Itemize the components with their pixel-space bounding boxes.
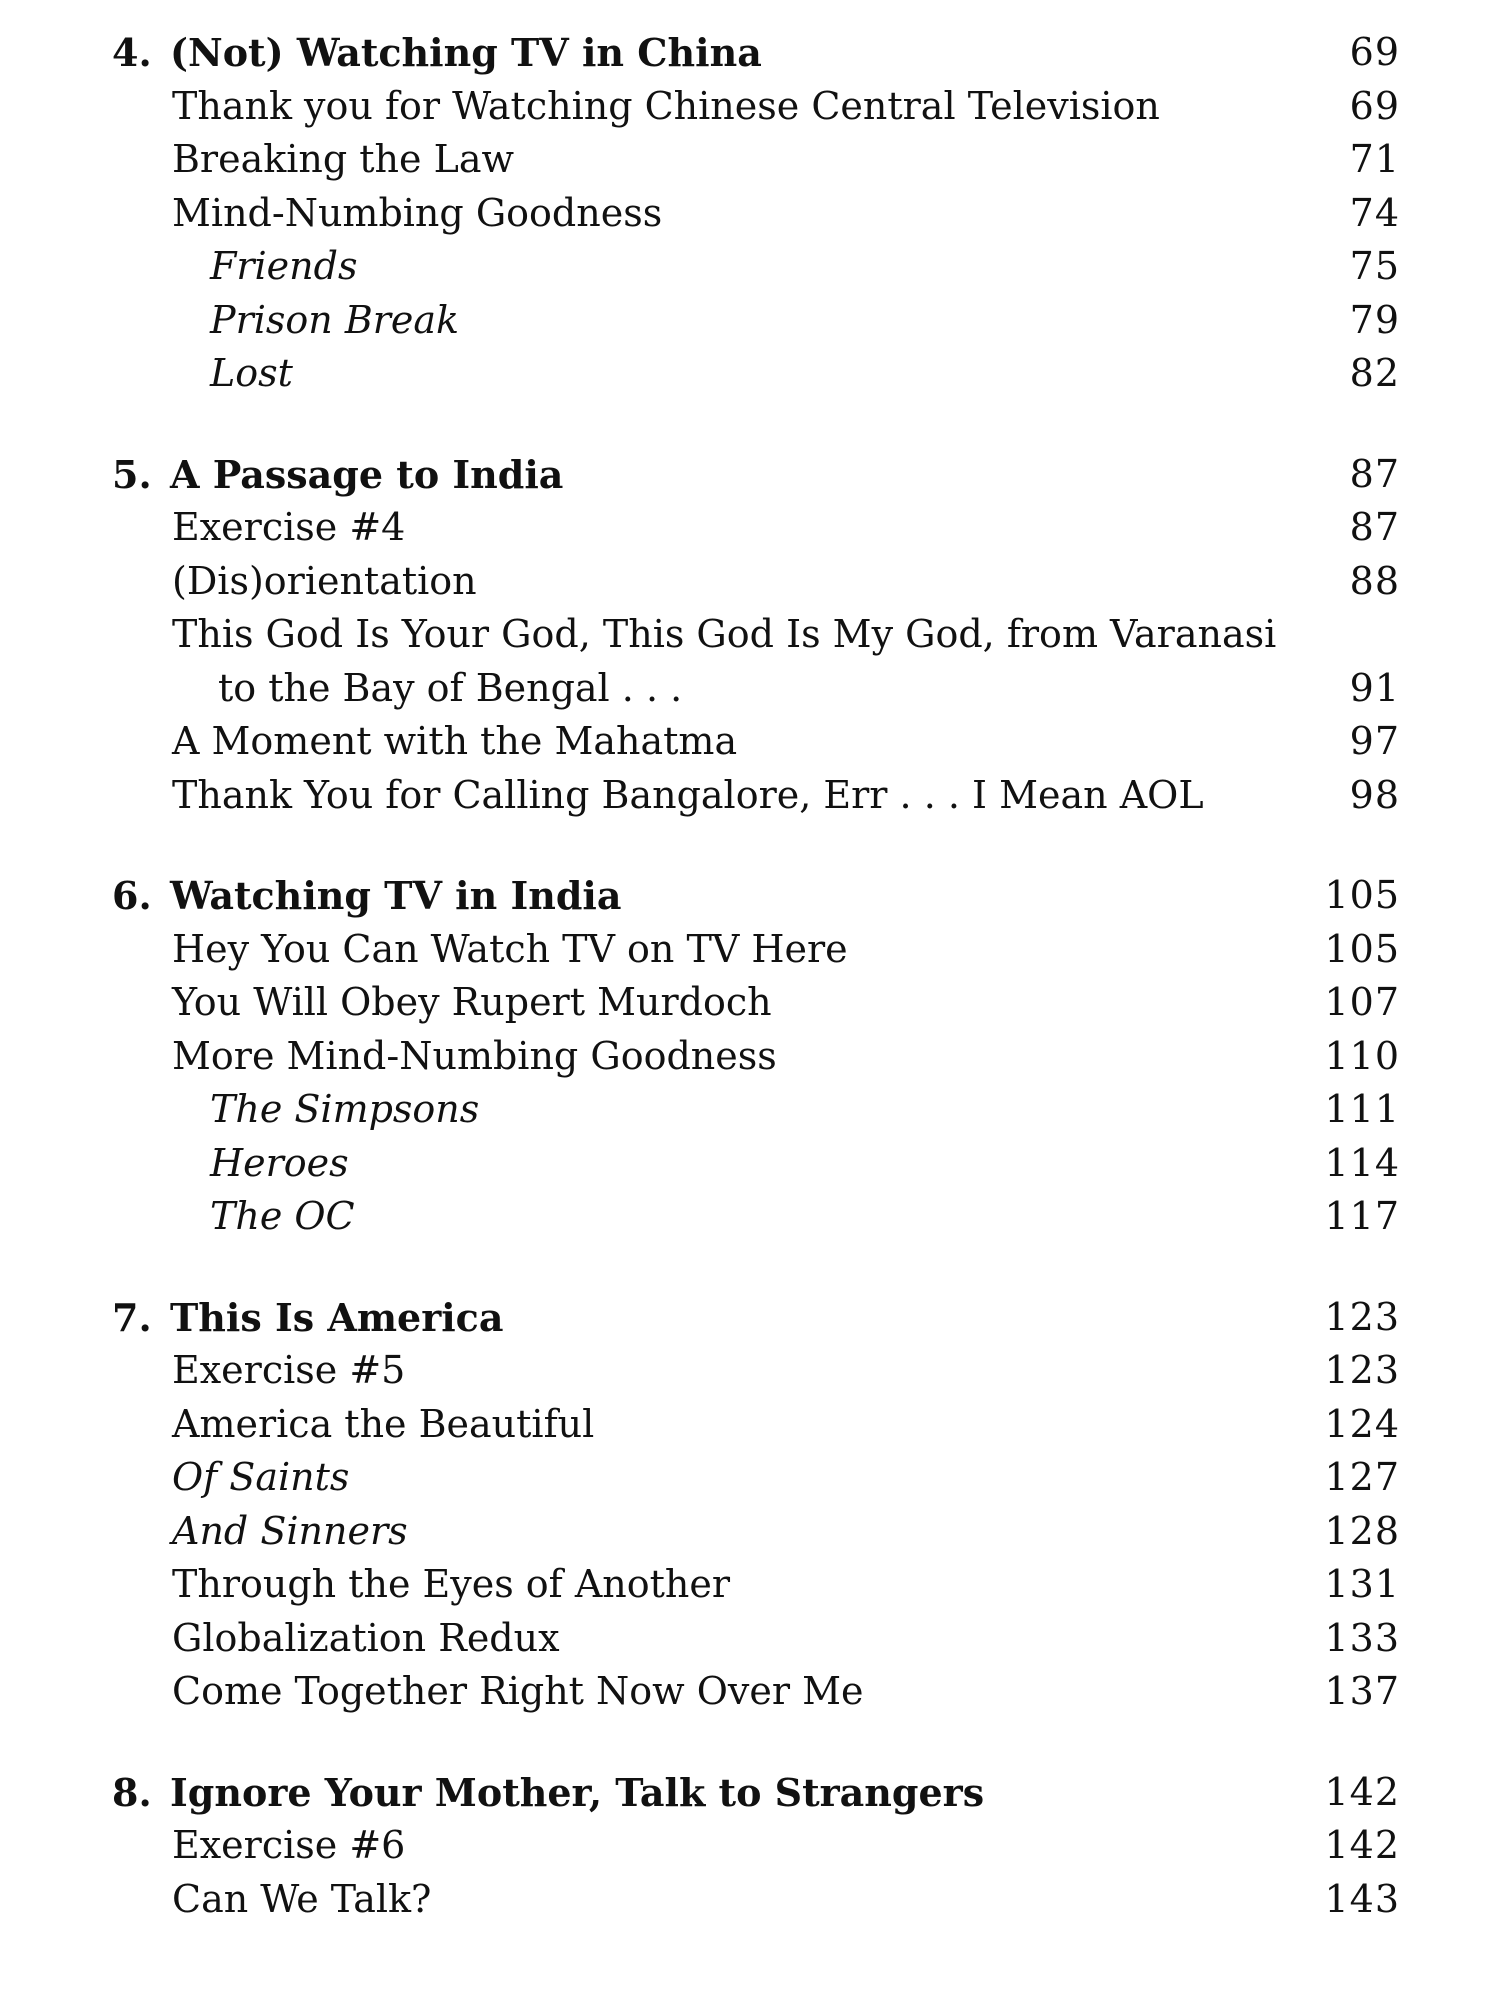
page-number: 98 [1349,772,1400,817]
page-number: 71 [1349,137,1400,181]
chapter-number: 5. [112,451,152,497]
entry-title: Globalization Redux [172,1615,560,1660]
chapter-title: A Passage to India [170,451,564,497]
toc-subentry[interactable] [0,294,1500,348]
toc-entry[interactable] [0,608,1500,662]
entry-title: Mind-Numbing Goodness [172,190,663,235]
page-number: 87 [1349,505,1400,549]
toc-entry[interactable] [0,715,1500,769]
entry-title: Thank You for Calling Bangalore, Err . . . I Mean AOL [172,772,1204,817]
entry-title: Exercise #4 [172,505,406,549]
page-number: 110 [1324,1033,1400,1078]
toc-entry[interactable] [0,1030,1500,1084]
page-number: 123 [1324,1294,1400,1339]
entry-title: Lost [210,351,293,395]
chapter-number: 8. [112,1769,152,1815]
toc-entry[interactable] [0,1398,1500,1452]
entry-title: And Sinners [172,1508,408,1553]
entry-title: Come Together Right Now Over Me [172,1669,864,1713]
page-number: 117 [1324,1194,1400,1238]
page-number: 128 [1324,1508,1400,1553]
entry-title: More Mind-Numbing Goodness [172,1033,777,1078]
entry-title: Can We Talk? [172,1876,432,1921]
chapter-heading[interactable] [0,1291,1500,1345]
toc-entry[interactable] [0,1819,1500,1873]
page-number: 137 [1324,1669,1400,1713]
toc-entry[interactable] [0,923,1500,977]
toc-entry[interactable] [0,133,1500,187]
page-number: 75 [1349,244,1400,288]
page-number: 88 [1349,558,1400,603]
entry-title: Through the Eyes of Another [172,1562,731,1606]
toc-entry[interactable] [0,1451,1500,1505]
entry-title: Friends [210,244,358,288]
entry-title: Breaking the Law [172,137,515,181]
toc-entry[interactable] [0,1873,1500,1927]
toc-entry[interactable] [0,501,1500,555]
page-number: 131 [1324,1562,1400,1606]
entry-title: Exercise #6 [172,1823,406,1867]
toc-entry[interactable] [0,976,1500,1030]
page-number: 91 [1349,665,1400,710]
chapter-heading[interactable] [0,448,1500,502]
chapter-title: Watching TV in India [170,873,622,918]
page-number: 105 [1324,926,1400,971]
chapter-title: Ignore Your Mother, Talk to Strangers [170,1769,985,1815]
page-number: 114 [1324,1140,1400,1185]
toc-subentry[interactable] [0,1083,1500,1137]
chapter-title: This Is America [170,1294,504,1340]
page-number: 105 [1324,873,1400,917]
chapter-number: 4. [112,30,152,75]
toc-entry[interactable] [0,1505,1500,1559]
toc-subentry[interactable] [0,347,1500,401]
entry-title: Of Saints [172,1455,350,1499]
page-number: 97 [1349,719,1400,763]
toc-entry[interactable] [0,769,1500,823]
toc-entry[interactable] [0,1344,1500,1398]
page-number: 123 [1324,1348,1400,1392]
entry-title: The OC [210,1194,355,1238]
chapter-heading[interactable] [0,26,1500,80]
toc-entry-continuation[interactable] [0,662,1500,716]
toc-subentry[interactable] [0,240,1500,294]
page-number: 107 [1324,980,1400,1024]
entry-title: Thank you for Watching Chinese Central Television [172,83,1160,128]
page-number: 69 [1349,83,1400,128]
page-number: 142 [1324,1769,1400,1814]
page-number: 74 [1349,190,1400,235]
chapter-heading[interactable] [0,869,1500,923]
chapter-4 [0,26,1500,401]
page-number: 124 [1324,1401,1400,1446]
page-number: 142 [1324,1823,1400,1867]
toc-entry[interactable] [0,80,1500,134]
entry-title: America the Beautiful [172,1401,595,1446]
toc-entry[interactable] [0,555,1500,609]
entry-title: Exercise #5 [172,1348,406,1392]
page-number: 87 [1349,451,1400,496]
entry-title: to the Bay of Bengal . . . [218,665,683,710]
toc-entry[interactable] [0,1558,1500,1612]
toc-entry[interactable] [0,1612,1500,1666]
entry-title: This God Is Your God, This God Is My God, from Varanasi [172,612,1277,656]
chapter-5 [0,448,1500,823]
entry-title: The Simpsons [210,1087,480,1131]
chapter-title: (Not) Watching TV in China [170,30,762,75]
chapter-number: 6. [112,873,152,918]
page-number: 127 [1324,1455,1400,1499]
entry-title: Hey You Can Watch TV on TV Here [172,926,848,971]
entry-title: A Moment with the Mahatma [172,719,738,763]
chapter-6 [0,869,1500,1244]
entry-title: (Dis)orientation [172,558,477,603]
chapter-number: 7. [112,1294,152,1340]
chapter-8 [0,1766,1500,1927]
toc-subentry[interactable] [0,1137,1500,1191]
page-number: 143 [1324,1876,1400,1921]
toc-entry[interactable] [0,187,1500,241]
page-number: 69 [1349,30,1400,74]
entry-title: Heroes [210,1140,349,1185]
page-number: 79 [1349,297,1400,342]
page-number: 111 [1324,1087,1400,1131]
toc-entry[interactable] [0,1665,1500,1719]
chapter-heading[interactable] [0,1766,1500,1820]
entry-title: Prison Break [210,297,460,342]
toc-subentry[interactable] [0,1190,1500,1244]
entry-title: You Will Obey Rupert Murdoch [172,980,772,1024]
page-number: 82 [1349,351,1400,395]
chapter-7 [0,1291,1500,1719]
page-number: 133 [1324,1615,1400,1660]
